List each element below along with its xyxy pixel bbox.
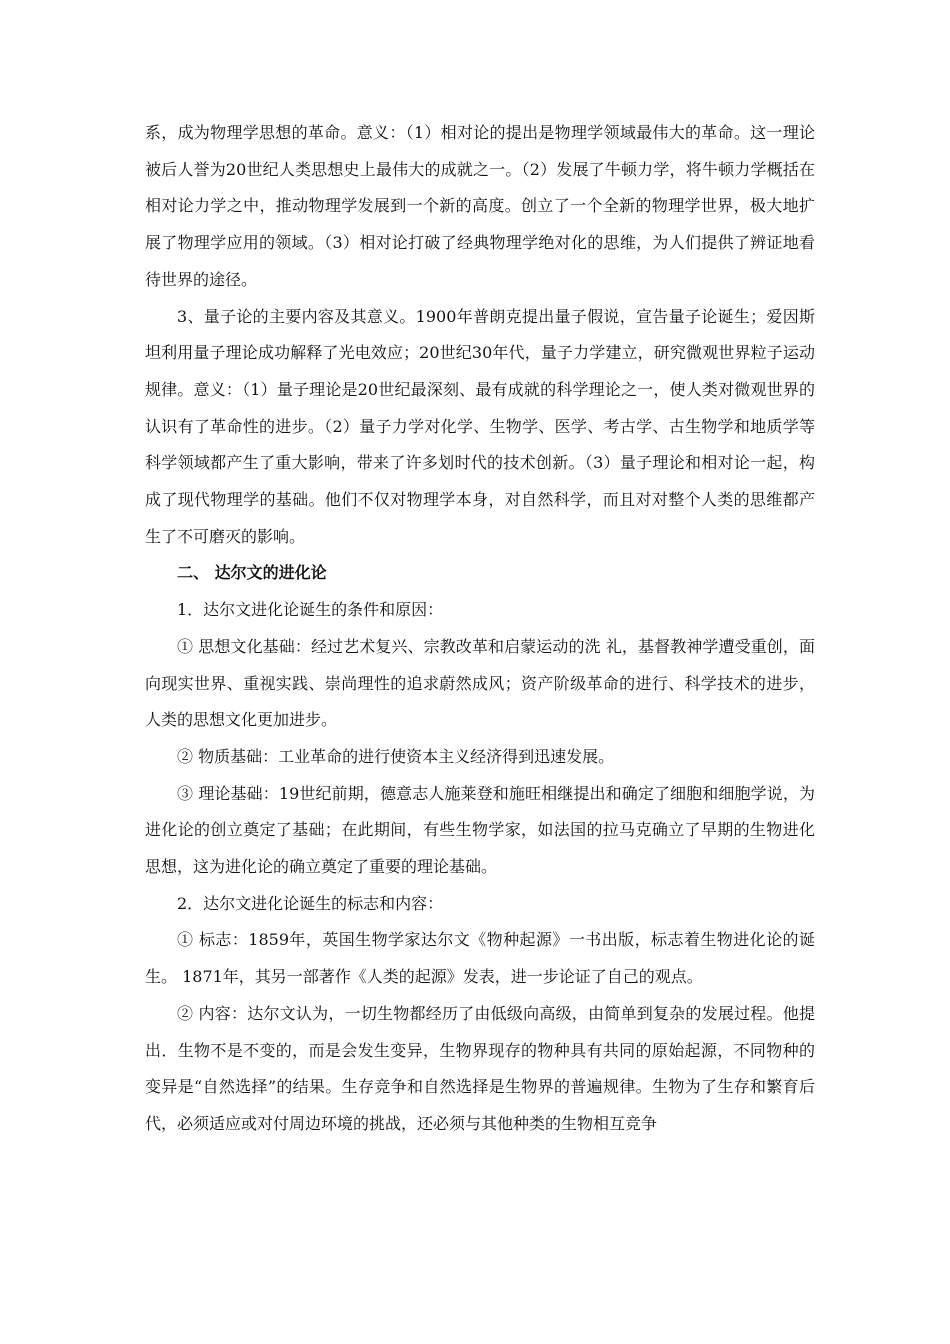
subheading-conditions: 1．达尔文进化论诞生的条件和原因： xyxy=(177,600,444,620)
subheading-mark-content: 2．达尔文进化论诞生的标志和内容： xyxy=(177,893,444,913)
paragraph-material-basis: ② 物质基础：工业革命的进行使资本主义经济得到迅速发展。 xyxy=(177,746,615,766)
paragraph-culture-basis: ① 思想文化基础：经过艺术复兴、宗教改革和启蒙运动的洗 礼，基督教神学遭受重创，面向现实世界、重视实践、崇尚理性的追求蔚然成风；资产阶级革命的进行、科学技术的进步，人类的思想文化更加进步。 xyxy=(145,636,815,730)
paragraph-mark: ① 标志：1859年，英国生物学家达尔文《物种起源》一书出版，标志着生物进化论的诞生。 1871年，其另一部著作《人类的起源》发表，进一步论证了自己的观点。 xyxy=(145,930,815,987)
document-body xyxy=(145,115,815,1143)
paragraph-theory-basis: ③ 理论基础：19世纪前期，德意志人施莱登和施旺相继提出和确定了细胞和细胞学说，为进化论的创立奠定了基础；在此期间，有些生物学家，如法国的拉马克确立了早期的生物进化思想，这为进化论的确立奠定了重要的理论基础。 xyxy=(145,783,815,877)
paragraph-quantum-theory: 3、量子论的主要内容及其意义。1900年普朗克提出量子假说，宣告量子论诞生；爱因斯坦利用量子理论成功解释了光电效应；20世纪30年代，量子力学建立，研究微观世界粒子运动规律。意义：（1）量子理论是20世纪最深刻、最有成就的科学理论之一，使人类对微观世界的认识有了革命性的进步。（2）量子力学对化学、生物学、医学、考古学、古生物学和地质学等科学领域都产生了重大影响，带来了许多划时代的技术创新。（3）量子理论和相对论一起，构成了现代物理学的基础。他们不仅对物理学本身，对自然科学，而且对对整个人类的思维都产生了不可磨灭的影响。 xyxy=(145,306,815,546)
section-heading-darwin: 二、 达尔文的进化论 xyxy=(177,563,327,583)
paragraph-relativity-significance: 系，成为物理学思想的革命。意义：（1）相对论的提出是物理学领域最伟大的革命。这一理论被后人誉为20世纪人类思想史上最伟大的成就之一。（2）发展了牛顿力学，将牛顿力学概括在相对论力学之中，推动物理学发展到一个新的高度。创立了一个全新的物理学世界，极大地扩展了物理学应用的领域。（3）相对论打破了经典物理学绝对化的思维，为人们提供了辨证地看待世界的途径。 xyxy=(145,123,815,289)
paragraph-content: ② 内容：达尔文认为，一切生物都经历了由低级向高级，由简单到复杂的发展过程。他提出．生物不是不变的，而是会发生变异，生物界现存的物种具有共同的原始起源，不同物种的变异是“自然选择”的结果。生存竞争和自然选择是生物界的普遍规律。生物为了生存和繁育后代，必须适应或对付周边环境的挑战，还必须与其他种类的生物相互竞争 xyxy=(145,1003,815,1133)
